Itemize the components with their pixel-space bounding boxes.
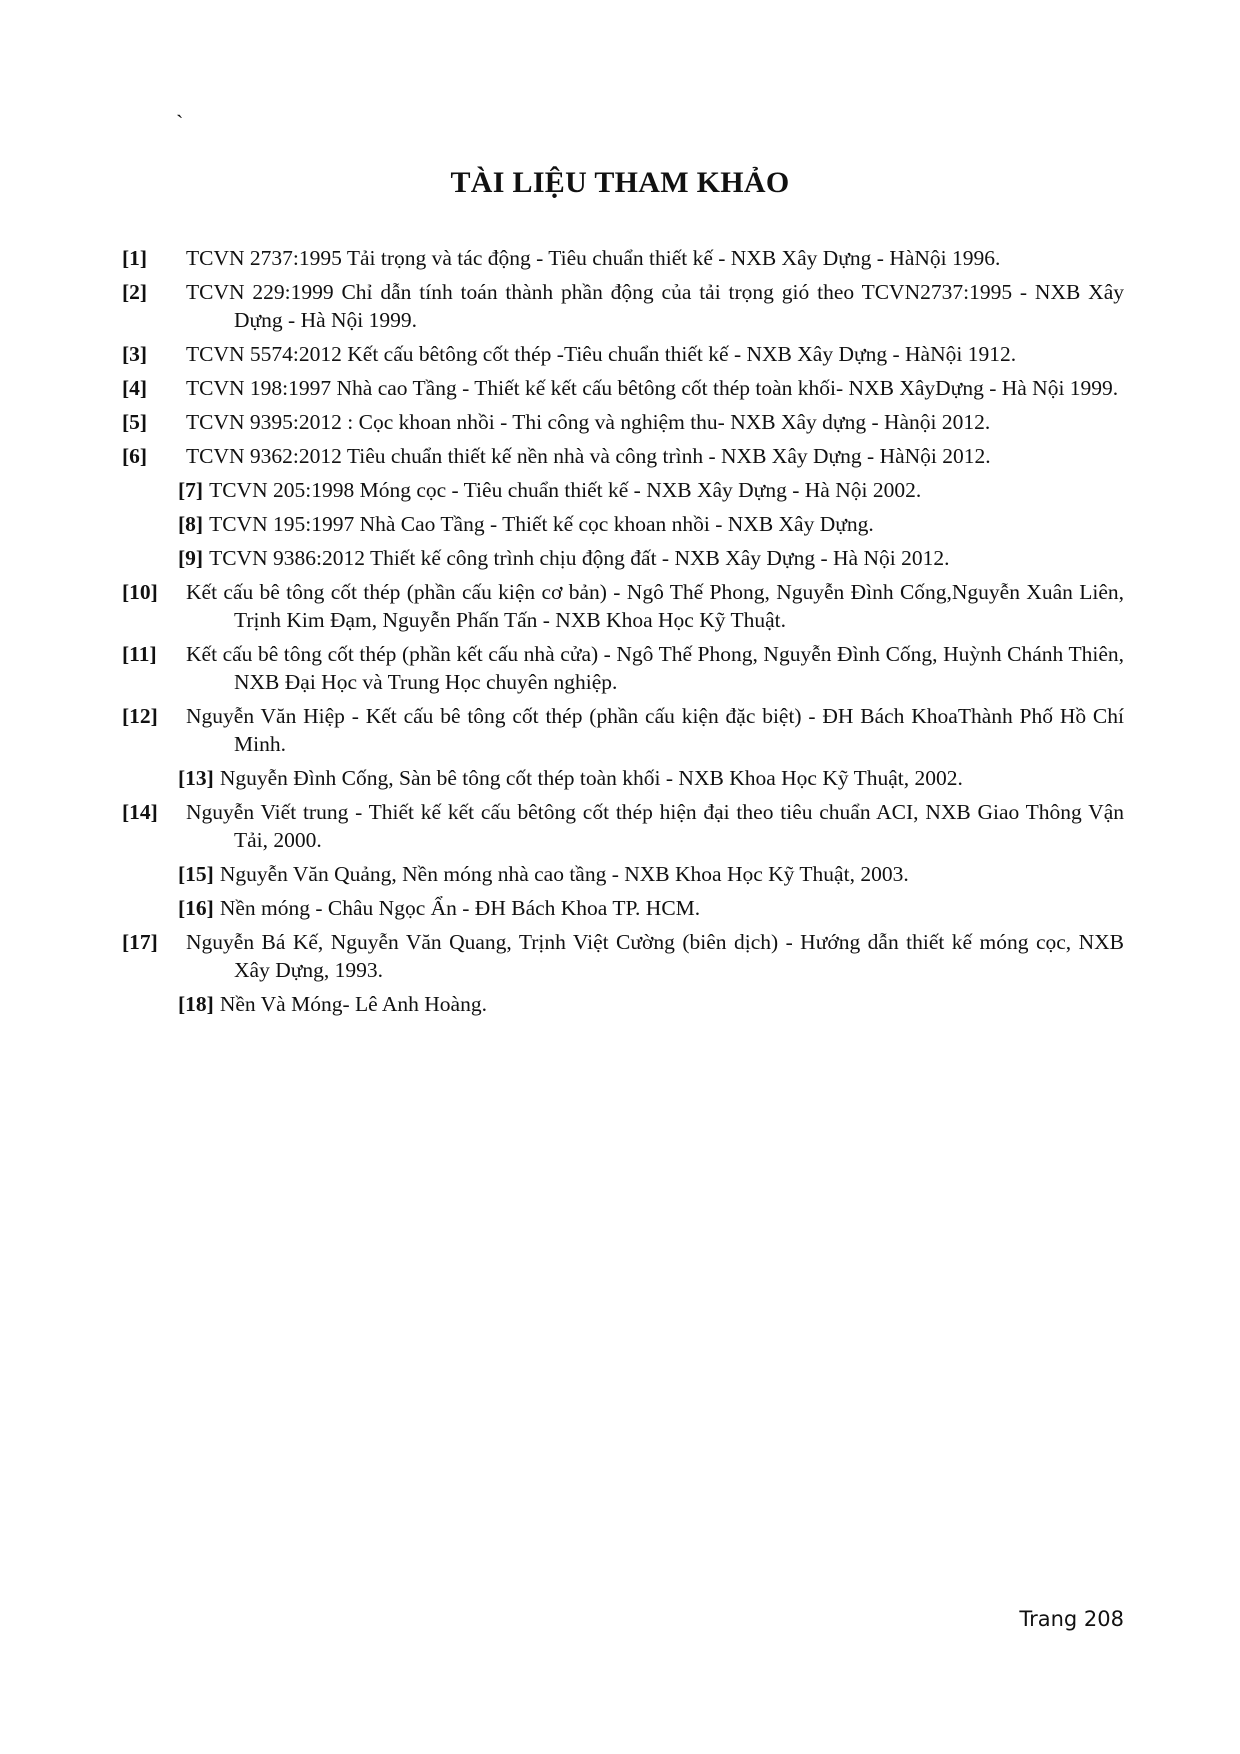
reference-list bbox=[122, 244, 1124, 1024]
reference-text: TCVN 195:1997 Nhà Cao Tầng - Thiết kế cọc khoan nhồi - NXB Xây Dựng. bbox=[209, 512, 874, 536]
reference-item-7 bbox=[178, 476, 1124, 504]
reference-text: Nền Và Móng- Lê Anh Hoàng. bbox=[219, 992, 487, 1016]
reference-number: [13] bbox=[178, 766, 214, 790]
reference-item-6: [6] TCVN 9362:2012 Tiêu chuẩn thiết kế nền nhà và công trình - NXB Xây Dựng - HàNội 2012. bbox=[122, 444, 991, 468]
reference-number: [18] bbox=[178, 992, 214, 1016]
reference-item-12: [12] Nguyễn Văn Hiệp - Kết cấu bê tông cốt thép (phần cấu kiện đặc biệt) - ĐH Bách KhoaThành Phố Hồ Chí Minh. bbox=[122, 704, 1124, 756]
reference-item-1: [1] TCVN 2737:1995 Tải trọng và tác động - Tiêu chuẩn thiết kế - NXB Xây Dựng - HàNội 1996. bbox=[122, 246, 1001, 270]
reference-item-5: [5] TCVN 9395:2012 : Cọc khoan nhồi - Thi công và nghiệm thu- NXB Xây dựng - Hànội 2012. bbox=[122, 410, 991, 434]
reference-text: TCVN 9386:2012 Thiết kế công trình chịu động đất - NXB Xây Dựng - Hà Nội 2012. bbox=[209, 546, 950, 570]
reference-number: [9] bbox=[178, 546, 204, 570]
reference-item-15 bbox=[178, 860, 1124, 888]
reference-item-10: [10] Kết cấu bê tông cốt thép (phần cấu kiện cơ bản) - Ngô Thế Phong, Nguyễn Đình Cống,Nguyễn Xuân Liên, Trịnh Kim Đạm, Nguyễn Phấn Tấn - NXB Khoa Học Kỹ Thuật. bbox=[122, 580, 1124, 632]
reference-text: TCVN 9395:2012 : Cọc khoan nhồi - Thi công và nghiệm thu- NXB Xây dựng - Hànội 2012. bbox=[186, 410, 991, 434]
reference-text: Kết cấu bê tông cốt thép (phần kết cấu nhà cửa) - Ngô Thế Phong, Nguyễn Đình Cống, Huỳnh Chánh Thiên, NXB Đại Học và Trung Học chuyên nghiệp. bbox=[186, 642, 1124, 694]
reference-number: [7] bbox=[178, 478, 204, 502]
reference-text: Nguyễn Đình Cống, Sàn bê tông cốt thép toàn khối - NXB Khoa Học Kỹ Thuật, 2002. bbox=[219, 766, 963, 790]
reference-item-2: [2] TCVN 229:1999 Chỉ dẫn tính toán thành phần động của tải trọng gió theo TCVN2737:1995 - NXB Xây Dựng - Hà Nội 1999. bbox=[122, 280, 1124, 332]
reference-item-8 bbox=[178, 510, 1124, 538]
reference-text: TCVN 9362:2012 Tiêu chuẩn thiết kế nền nhà và công trình - NXB Xây Dựng - HàNội 2012. bbox=[186, 444, 991, 468]
reference-text: TCVN 2737:1995 Tải trọng và tác động - Tiêu chuẩn thiết kế - NXB Xây Dựng - HàNội 1996. bbox=[186, 246, 1001, 270]
reference-text: Nguyễn Văn Quảng, Nền móng nhà cao tầng - NXB Khoa Học Kỹ Thuật, 2003. bbox=[219, 862, 909, 886]
reference-item-17: [17] Nguyễn Bá Kế, Nguyễn Văn Quang, Trịnh Việt Cường (biên dịch) - Hướng dẫn thiết kế móng cọc, NXB Xây Dựng, 1993. bbox=[122, 930, 1124, 982]
reference-item-18 bbox=[178, 990, 1124, 1018]
reference-item-16 bbox=[178, 894, 1124, 922]
reference-text: TCVN 5574:2012 Kết cấu bêtông cốt thép -Tiêu chuẩn thiết kế - NXB Xây Dựng - HàNội 1912. bbox=[186, 342, 1017, 366]
reference-text: TCVN 198:1997 Nhà cao Tầng - Thiết kế kết cấu bêtông cốt thép toàn khối- NXB XâyDựng - Hà Nội 1999. bbox=[186, 376, 1119, 400]
reference-text: TCVN 229:1999 Chỉ dẫn tính toán thành phần động của tải trọng gió theo TCVN2737:1995 - NXB Xây Dựng - Hà Nội 1999. bbox=[186, 280, 1124, 332]
reference-text: Kết cấu bê tông cốt thép (phần cấu kiện cơ bản) - Ngô Thế Phong, Nguyễn Đình Cống,Nguyễn Xuân Liên, Trịnh Kim Đạm, Nguyễn Phấn Tấn - NXB Khoa Học Kỹ Thuật. bbox=[186, 580, 1124, 632]
reference-item-14: [14] Nguyễn Viết trung - Thiết kế kết cấu bêtông cốt thép hiện đại theo tiêu chuẩn ACI, NXB Giao Thông Vận Tải, 2000. bbox=[122, 800, 1124, 852]
reference-number: [16] bbox=[178, 896, 214, 920]
page-number: Trang 208 bbox=[1019, 1607, 1124, 1631]
reference-item-11: [11] Kết cấu bê tông cốt thép (phần kết cấu nhà cửa) - Ngô Thế Phong, Nguyễn Đình Cống, Huỳnh Chánh Thiên, NXB Đại Học và Trung Học chuyên nghiệp. bbox=[122, 642, 1124, 694]
reference-item-3: [3] TCVN 5574:2012 Kết cấu bêtông cốt thép -Tiêu chuẩn thiết kế - NXB Xây Dựng - HàNội 1912. bbox=[122, 342, 1017, 366]
reference-text: Nền móng - Châu Ngọc Ẩn - ĐH Bách Khoa TP. HCM. bbox=[219, 896, 701, 920]
reference-text: Nguyễn Văn Hiệp - Kết cấu bê tông cốt thép (phần cấu kiện đặc biệt) - ĐH Bách KhoaThành Phố Hồ Chí Minh. bbox=[186, 704, 1124, 756]
reference-number: [15] bbox=[178, 862, 214, 886]
reference-text: Nguyễn Bá Kế, Nguyễn Văn Quang, Trịnh Việt Cường (biên dịch) - Hướng dẫn thiết kế móng cọc, NXB Xây Dựng, 1993. bbox=[186, 930, 1124, 982]
reference-text: Nguyễn Viết trung - Thiết kế kết cấu bêtông cốt thép hiện đại theo tiêu chuẩn ACI, NXB Giao Thông Vận Tải, 2000. bbox=[186, 800, 1124, 852]
reference-item-4: [4] TCVN 198:1997 Nhà cao Tầng - Thiết kế kết cấu bêtông cốt thép toàn khối- NXB XâyDựng - Hà Nội 1999. bbox=[122, 376, 1119, 400]
reference-number: [8] bbox=[178, 512, 204, 536]
stray-mark: ` bbox=[176, 110, 184, 135]
reference-text: TCVN 205:1998 Móng cọc - Tiêu chuẩn thiết kế - NXB Xây Dựng - Hà Nội 2002. bbox=[209, 478, 922, 502]
reference-item-13 bbox=[178, 764, 1124, 792]
page-title: TÀI LIỆU THAM KHẢO bbox=[450, 166, 790, 199]
reference-item-9 bbox=[178, 544, 1124, 572]
